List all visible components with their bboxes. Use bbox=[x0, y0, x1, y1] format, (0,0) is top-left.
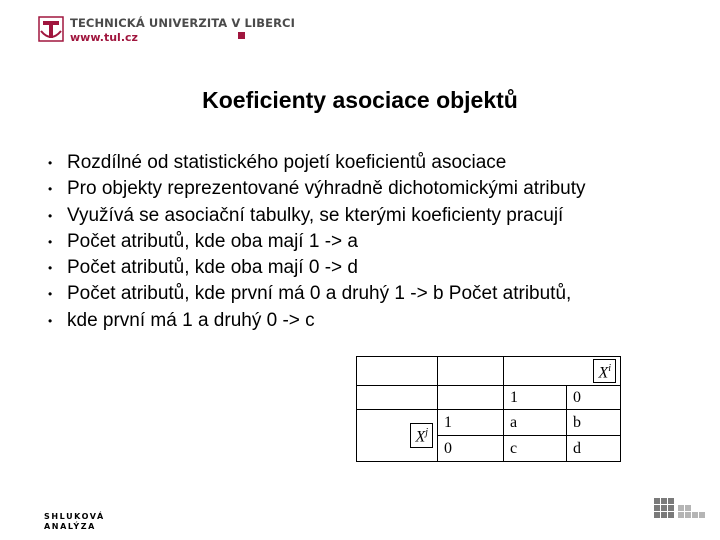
footer-line: SHLUKOVÁ bbox=[44, 512, 105, 521]
bullet-dot-icon: • bbox=[48, 208, 53, 223]
column-variable: $X^i$ bbox=[593, 359, 616, 383]
table-corner-cell bbox=[438, 357, 504, 386]
grid-icon bbox=[654, 498, 708, 520]
column-variable-cell bbox=[504, 357, 621, 386]
association-table bbox=[356, 356, 621, 462]
accent-square bbox=[238, 32, 245, 39]
university-name: TECHNICKÁ UNIVERZITA V LIBERCI bbox=[70, 16, 295, 30]
footer-label bbox=[44, 512, 105, 532]
bullet-item: • kde první má 1 a druhý 0 -> c bbox=[46, 308, 706, 334]
bullet-item: • Počet atributů, kde oba mají 0 -> d bbox=[46, 255, 706, 281]
tul-logo-icon bbox=[38, 16, 64, 42]
table-corner-cell bbox=[357, 357, 438, 386]
row-header: 1 bbox=[438, 410, 504, 436]
bullet-dot-icon: • bbox=[48, 313, 53, 328]
column-header: 1 bbox=[504, 386, 567, 410]
bullet-dot-icon: • bbox=[48, 182, 53, 197]
bullet-dot-icon: • bbox=[48, 156, 53, 170]
table-cell: b bbox=[567, 410, 621, 436]
table-cell: c bbox=[504, 436, 567, 462]
bullet-item: • Využívá se asociační tabulky, se kterými koeficienty pracují bbox=[46, 203, 706, 229]
bullet-dot-icon: • bbox=[48, 234, 53, 249]
bullet-item: • Počet atributů, kde první má 0 a druhý 1 -> b Počet atributů, bbox=[46, 281, 706, 307]
bullet-dot-icon: • bbox=[48, 287, 53, 302]
bullet-dot-icon: • bbox=[48, 261, 53, 276]
bullet-item: • Rozdílné od statistického pojetí koeficientů asociace bbox=[46, 150, 706, 176]
table-cell: a bbox=[504, 410, 567, 436]
footer-line: ANALÝZA bbox=[44, 522, 96, 531]
bullet-item: • Pro objekty reprezentované výhradně dichotomickými atributy bbox=[46, 176, 706, 202]
row-variable: $X^j$ bbox=[410, 423, 433, 447]
row-header: 0 bbox=[438, 436, 504, 462]
bullet-list bbox=[46, 150, 706, 334]
university-url[interactable]: www.tul.cz bbox=[70, 31, 138, 44]
row-variable-cell bbox=[357, 410, 438, 462]
table-corner-cell bbox=[357, 386, 438, 410]
bullet-item: • Počet atributů, kde oba mají 1 -> a bbox=[46, 229, 706, 255]
table-corner-cell bbox=[438, 386, 504, 410]
table-cell: d bbox=[567, 436, 621, 462]
column-header: 0 bbox=[567, 386, 621, 410]
slide-title: Koeficienty asociace objektů bbox=[202, 87, 518, 113]
